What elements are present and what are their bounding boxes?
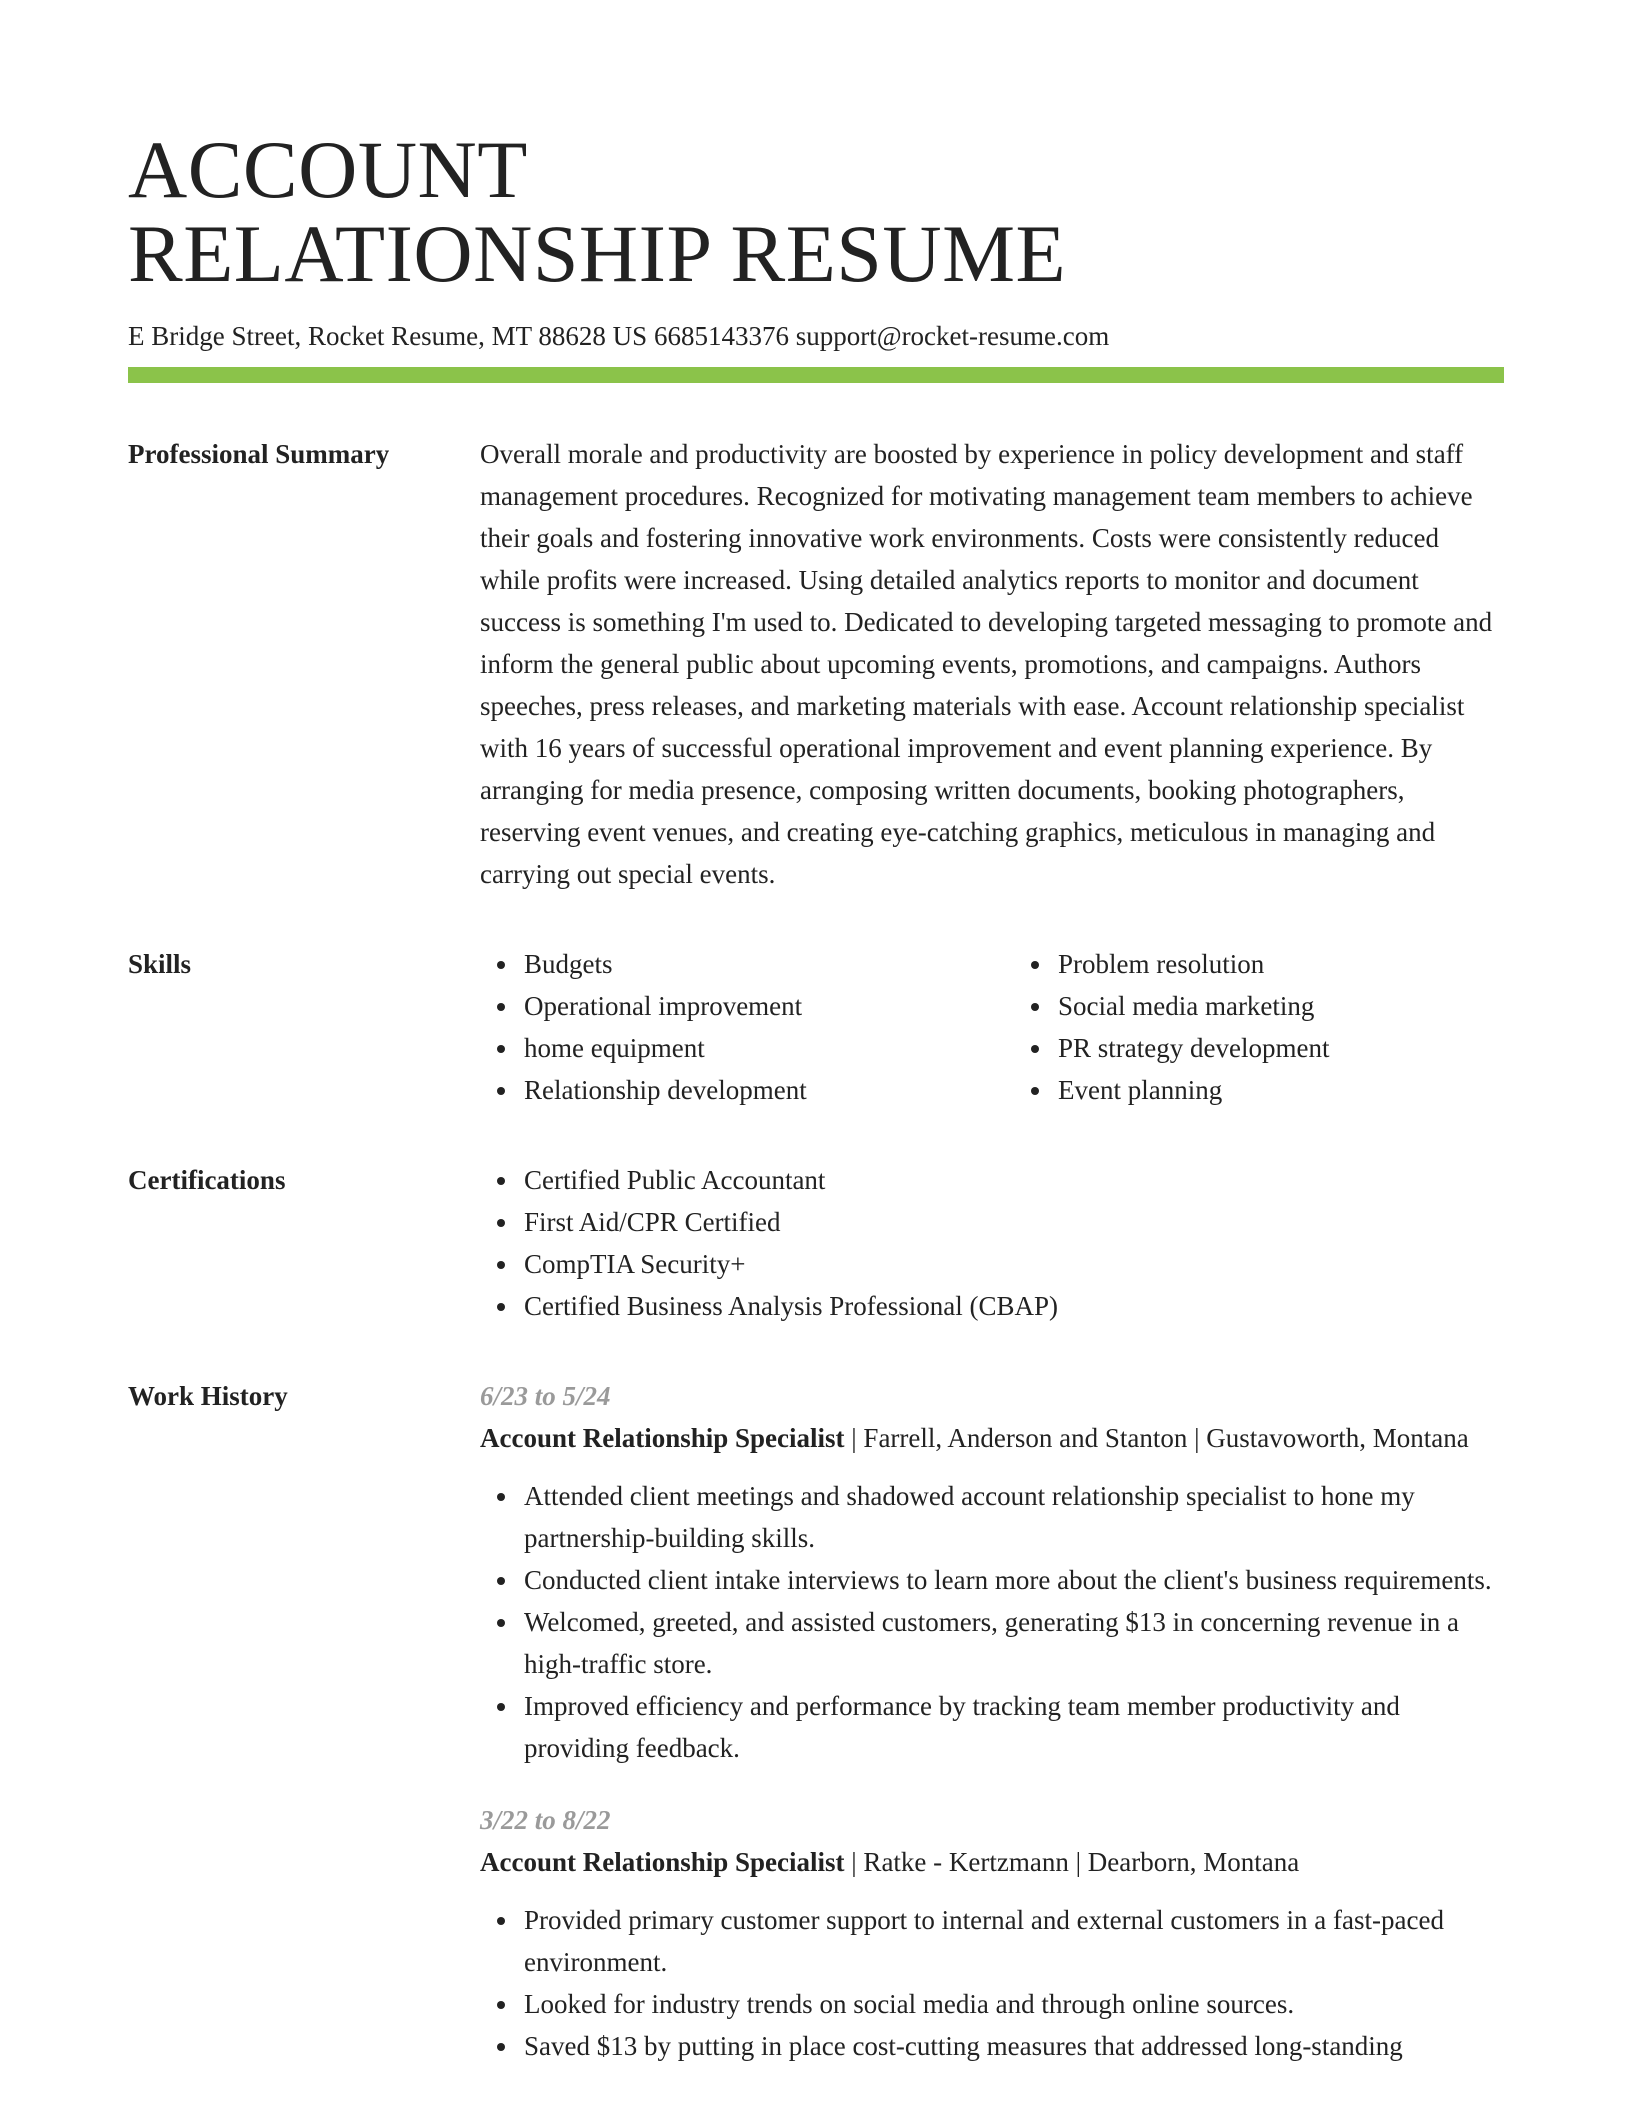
contact-phone: 6685143376 — [653, 321, 789, 351]
resume-title — [128, 124, 1504, 299]
job-bullet: Attended client meetings and shadowed account relationship specialist to hone my partnership-building skills. — [524, 1475, 1504, 1559]
work-history-section — [128, 1375, 1504, 2097]
job-details: | Ratke - Kertzmann | Dearborn, Montana — [844, 1847, 1300, 1877]
skills-grid — [480, 943, 1504, 1111]
contact-line — [128, 318, 1504, 354]
title-line-2: RELATIONSHIP RESUME — [128, 208, 1067, 299]
skill-item: Event planning — [1058, 1069, 1504, 1111]
skills-list-left — [480, 943, 970, 1111]
job-bullet: Looked for industry trends on social media and through online sources. — [524, 1983, 1504, 2025]
title-line-1: ACCOUNT — [128, 124, 528, 215]
skills-list-right — [1014, 943, 1504, 1111]
skill-item: Social media marketing — [1058, 985, 1504, 1027]
job-bullet: Improved efficiency and performance by tracking team member productivity and providing feedback. — [524, 1685, 1504, 1769]
skills-section — [128, 943, 1504, 1111]
job-role: Account Relationship Specialist — [480, 1847, 845, 1877]
resume-page — [128, 124, 1504, 2097]
job-role: Account Relationship Specialist — [480, 1423, 845, 1453]
contact-email: support@rocket-resume.com — [795, 321, 1110, 351]
job-bullet: Welcomed, greeted, and assisted customers, generating $13 in concerning revenue in a high-traffic store. — [524, 1601, 1504, 1685]
certification-item: Certified Business Analysis Professional (CBAP) — [524, 1285, 1504, 1327]
skill-item: PR strategy development — [1058, 1027, 1504, 1069]
job-details: | Farrell, Anderson and Stanton | Gustavoworth, Montana — [844, 1423, 1469, 1453]
summary-section — [128, 433, 1504, 895]
certifications-heading: Certifications — [128, 1165, 286, 1195]
job-bullet: Saved $13 by putting in place cost-cutting measures that addressed long-standing — [524, 2025, 1504, 2067]
accent-divider — [128, 367, 1504, 383]
certifications-section — [128, 1159, 1504, 1327]
skill-item: home equipment — [524, 1027, 970, 1069]
job-dates: 3/22 to 8/22 — [480, 1805, 611, 1835]
summary-heading: Professional Summary — [128, 439, 390, 469]
job-title-line — [480, 1841, 1504, 1883]
job-bullet: Conducted client intake interviews to learn more about the client's business requirements. — [524, 1559, 1504, 1601]
skills-heading: Skills — [128, 949, 192, 979]
skill-item: Operational improvement — [524, 985, 970, 1027]
job-dates: 6/23 to 5/24 — [480, 1381, 611, 1411]
contact-address: E Bridge Street, Rocket Resume, MT 88628 US — [128, 321, 648, 351]
certification-item: Certified Public Accountant — [524, 1159, 1504, 1201]
work-history-heading: Work History — [128, 1381, 288, 1411]
job-entry — [480, 1375, 1504, 1769]
certifications-list — [480, 1159, 1504, 1327]
skill-item: Relationship development — [524, 1069, 970, 1111]
summary-text: Overall morale and productivity are boosted by experience in policy development and staff management procedures. Recognized for motivating management team members to achieve their goals and fostering innovative work environments. Costs were consistently reduced while profits were increased. Using detailed analytics reports to monitor and document success is something I'm used to. Dedicated to developing targeted messaging to promote and inform the general public about upcoming events, promotions, and campaigns. Authors speeches, press releases, and marketing materials with ease. Account relationship specialist with 16 years of successful operational improvement and event planning experience. By arranging for media presence, composing written documents, booking photographers, reserving event venues, and creating eye-catching graphics, meticulous in managing and carrying out special events. — [480, 439, 1493, 889]
job-title-line — [480, 1417, 1504, 1459]
job-entry — [480, 1799, 1504, 2067]
skill-item: Problem resolution — [1058, 943, 1504, 985]
certification-item: First Aid/CPR Certified — [524, 1201, 1504, 1243]
certification-item: CompTIA Security+ — [524, 1243, 1504, 1285]
skill-item: Budgets — [524, 943, 970, 985]
job-bullets — [480, 1899, 1504, 2067]
job-bullets — [480, 1475, 1504, 1769]
job-bullet: Provided primary customer support to internal and external customers in a fast-paced environment. — [524, 1899, 1504, 1983]
